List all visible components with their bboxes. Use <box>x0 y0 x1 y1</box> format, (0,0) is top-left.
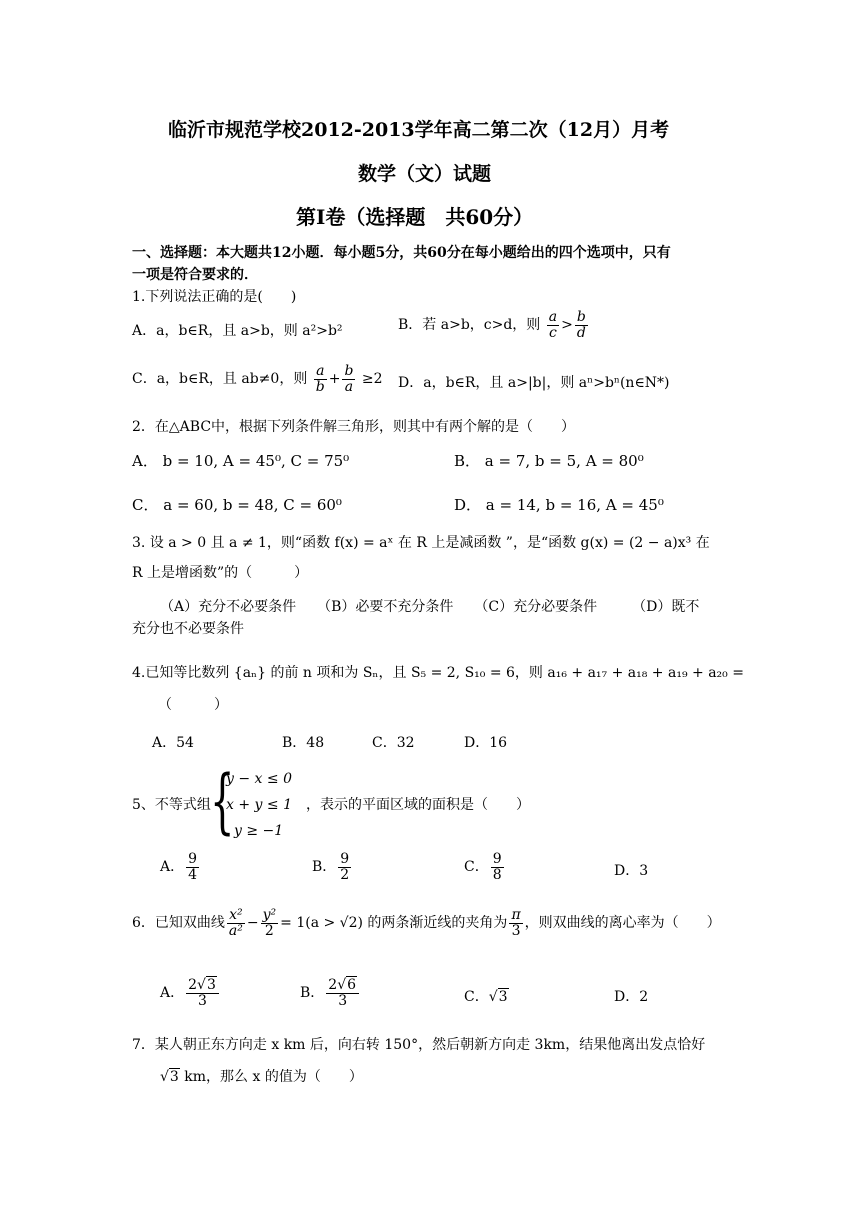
q6-frac1: $\frac{\text{x²}}{\text{a²}}$ <box>228 907 243 939</box>
q6-a-frac: $\frac{2√3}{3}$ <box>186 978 219 1008</box>
q7-line2-rest: km，那么 x 的值为（ ） <box>179 1069 363 1085</box>
q2-option-c: C． a = 60, b = 48, C = 60⁰ <box>132 496 342 514</box>
q1-stem: 1.下列说法正确的是( ) <box>132 289 297 305</box>
q1-b-frac2: $\frac{b}{d}$ <box>576 309 586 341</box>
q1-c-prefix: C．a，b∈R，且 ab≠0，则 <box>132 371 308 388</box>
q4-option-a: A．54 <box>152 735 194 751</box>
q7-rad: 3 <box>169 1069 179 1085</box>
q6-b-label: B． <box>300 985 325 1002</box>
q1-c-frac2: $\frac{b}{a}$ <box>344 363 354 395</box>
q3-line1: 3. 设 a > 0 且 a ≠ 1，则“函数 f(x) = aˣ 在 R 上是减函数 ”，是“函数 g(x) = (2 − a)x³ 在 <box>132 535 710 551</box>
q6-suffix: ，则双曲线的离心率为（ ） <box>524 915 721 932</box>
q2-stem: 2．在△ABC中，根据下列条件解三角形，则其中有两个解的是（ ） <box>132 419 576 435</box>
q7-line1: 7．某人朝正东方向走 x km 后，向右转 150°，然后朝新方向走 3km，结果他离出发点恰好 <box>132 1037 706 1053</box>
exam-subtitle: 数学（文）试题 <box>358 163 492 185</box>
q1-option-d: D．a，b∈R，且 a>|b|，则 aⁿ>bⁿ(n∈N*) <box>398 375 670 391</box>
section-intro-line2: 一项是符合要求的． <box>132 267 258 283</box>
q1-c-frac1: $\frac{a}{b}$ <box>315 363 325 395</box>
q6-frac2: $\frac{\text{y²}}{2}$ <box>262 907 277 939</box>
q2-option-a: A． b = 10, A = 45⁰, C = 75⁰ <box>132 452 350 470</box>
q1-b-prefix: B．若 a>b，c>d，则 <box>398 317 541 334</box>
q5-option-c <box>464 852 506 882</box>
q6-middle: = 1(a > √2) 的两条渐近线的夹角为 <box>280 915 508 932</box>
q1-b-frac1: $\frac{a}{c}$ <box>548 309 558 341</box>
q3-line2: R 上是增函数”的（ ） <box>132 565 309 581</box>
q5-ineq2: x + y ≤ 1 <box>226 797 292 813</box>
q5-b-label: B． <box>312 859 337 876</box>
exam-part: 第Ⅰ卷（选择题 共60分） <box>296 205 534 229</box>
q6-prefix: 6．已知双曲线 <box>132 915 225 932</box>
q5-suffix: ，表示的平面区域的面积是（ ） <box>306 797 530 813</box>
q6-option-d: D．2 <box>614 989 649 1005</box>
q6-option-a <box>160 978 221 1008</box>
q6-minus: − <box>246 915 259 932</box>
q1-c-plus: + <box>328 371 341 388</box>
q6-option-c: C．√3 <box>464 989 508 1005</box>
q1-b-gt: > <box>561 317 573 334</box>
q5-option-b <box>312 852 353 882</box>
q5-option-d: D．3 <box>614 863 649 879</box>
q5-brace: { <box>210 760 235 842</box>
q3-options: （A）充分不必要条件 （B）必要不充分条件 （C）充分必要条件 （D）既不 <box>160 599 700 615</box>
q4-line1: 4.已知等比数列 {aₙ} 的前 n 项和为 Sₙ，且 S₅ = 2, S₁₀ = 6，则 a₁₆ + a₁₇ + a₁₈ + a₁₉ + a₂₀ = <box>132 665 744 681</box>
q6-c-label: C． <box>464 989 489 1005</box>
q1-option-c <box>132 364 383 394</box>
q3-options-cont: 充分也不必要条件 <box>132 621 244 637</box>
q6-option-b <box>300 978 361 1008</box>
q7-line2: √3 km，那么 x 的值为（ ） <box>160 1069 363 1085</box>
q5-a-frac: $\frac{9}{4}$ <box>188 851 198 883</box>
q5-b-frac: $\frac{9}{2}$ <box>340 851 350 883</box>
q5-ineq1: y − x ≤ 0 <box>226 771 292 787</box>
q2-option-d: D． a = 14, b = 16, A = 45⁰ <box>454 496 664 514</box>
section-intro-line1: 一、选择题：本大题共12小题．每小题5分，共60分在每小题给出的四个选项中，只有 <box>132 245 671 261</box>
q4-option-d: D．16 <box>464 735 508 751</box>
q6-line <box>132 908 721 938</box>
q1-c-suffix: ≥2 <box>361 371 383 388</box>
q6-b-frac: $\frac{2√6}{3}$ <box>326 978 359 1008</box>
q5-option-a <box>160 852 201 882</box>
q4-paren: （ ） <box>158 697 228 713</box>
q2-option-b: B． a = 7, b = 5, A = 80⁰ <box>454 452 644 470</box>
q6-a-label: A． <box>160 985 185 1002</box>
q5-c-label: C． <box>464 859 489 876</box>
exam-title: 临沂市规范学校2012-2013学年高二第二次（12月）月考 <box>168 119 670 141</box>
q4-option-b: B．48 <box>282 735 325 751</box>
q5-prefix: 5、不等式组 <box>132 797 211 813</box>
q6-c-rad: 3 <box>498 989 508 1005</box>
q4-option-c: C．32 <box>372 735 415 751</box>
q5-c-frac: $\frac{9}{8}$ <box>492 851 502 883</box>
q5-a-label: A． <box>160 859 185 876</box>
q1-option-a: A．a，b∈R，且 a>b，则 a²>b² <box>132 323 343 339</box>
q6-frac3: $\frac{\pi}{3}$ <box>511 907 521 939</box>
q1-option-b <box>398 310 590 340</box>
q5-ineq3: y ≥ −1 <box>234 823 284 839</box>
